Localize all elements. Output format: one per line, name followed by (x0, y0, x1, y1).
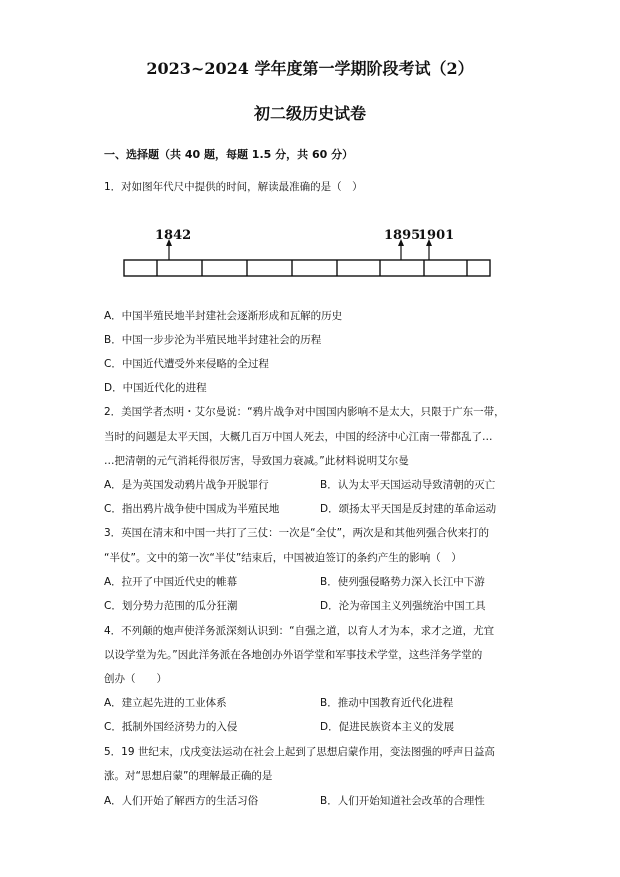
question-3-option-b: B．使列强侵略势力深入长江中下游 (320, 576, 485, 588)
question-1-option-a: A．中国半殖民地半封建社会逐渐形成和瓦解的历史 (104, 310, 343, 322)
question-3-stem-line-2: “半仗”。文中的第一次“半仗”结束后，中国被迫签订的条约产生的影响（ ） (104, 552, 462, 564)
question-2-option-c: C．指出鸦片战争使中国成为半殖民地 (104, 503, 280, 515)
question-4-stem-line-2: 以设学堂为先。”因此洋务派在各地创办外语学堂和军事技术学堂，这些洋务学堂的 (104, 649, 483, 661)
question-4-stem-line-3: 创办（ ） (104, 673, 167, 685)
section-heading: 一、选择题（共 40 题，每题 1.5 分，共 60 分） (104, 148, 354, 161)
question-2-stem-line-1: 2．美国学者杰明・艾尔曼说：“鸦片战争对中国国内影响不是太大，只限于广东一带， (104, 406, 505, 418)
question-2-stem-line-2: 当时的问题是太平天国，大概几百万中国人死去，中国的经济中心江南一带都乱了… (104, 431, 493, 443)
timeline-year-1901: 1901 (418, 228, 455, 243)
question-5-option-b: B．人们开始知道社会改革的合理性 (320, 795, 485, 807)
question-1-option-d: D．中国近代化的进程 (104, 382, 207, 394)
timeline-year-1842: 1842 (155, 228, 192, 243)
question-1-option-c: C．中国近代遭受外来侵略的全过程 (104, 358, 269, 370)
question-2-option-d: D．颂扬太平天国是反封建的革命运动 (320, 503, 497, 515)
question-4-option-c: C．抵制外国经济势力的入侵 (104, 721, 238, 733)
title: 2023~2024 学年度第一学期阶段考试（2） (146, 59, 474, 78)
question-2-option-a: A．是为英国发动鸦片战争开脱罪行 (104, 479, 269, 491)
question-3-option-c: C．划分势力范围的瓜分狂潮 (104, 600, 238, 612)
question-5-stem-line-2: 涨。对“思想启蒙”的理解最正确的是 (104, 770, 273, 782)
question-2-stem-line-3: …把清朝的元气消耗得很厉害，导致国力衰减。”此材料说明艾尔曼 (104, 455, 409, 467)
question-4-option-b: B．推动中国教育近代化进程 (320, 697, 454, 709)
timeline-figure (104, 206, 524, 288)
question-1-stem: 1．对如图年代尺中提供的时间，解读最准确的是（ ） (104, 181, 363, 193)
timeline-year-1895: 1895 (384, 228, 421, 243)
question-3-option-a: A．拉开了中国近代史的帷幕 (104, 576, 238, 588)
question-4-option-d: D．促进民族资本主义的发展 (320, 721, 455, 733)
question-4-stem-line-1: 4．不列颠的炮声使洋务派深刻认识到：“自强之道，以育人才为本，求才之道，尤宜 (104, 625, 495, 637)
question-3-option-d: D．沦为帝国主义列强统治中国工具 (320, 600, 486, 612)
question-2-option-b: B．认为太平天国运动导致清朝的灭亡 (320, 479, 496, 491)
question-1-option-b: B．中国一步步沦为半殖民地半封建社会的历程 (104, 334, 322, 346)
question-5-stem-line-1: 5．19 世纪末，戊戌变法运动在社会上起到了思想启蒙作用，变法图强的呼声日益高 (104, 746, 495, 758)
question-4-option-a: A．建立起先进的工业体系 (104, 697, 227, 709)
question-3-stem-line-1: 3．英国在清末和中国一共打了三仗：一次是“全仗”，两次是和其他列强合伙来打的 (104, 527, 490, 539)
timeline-bar (124, 260, 490, 276)
question-5-option-a: A．人们开始了解西方的生活习俗 (104, 795, 259, 807)
subtitle: 初二级历史试卷 (253, 104, 366, 123)
